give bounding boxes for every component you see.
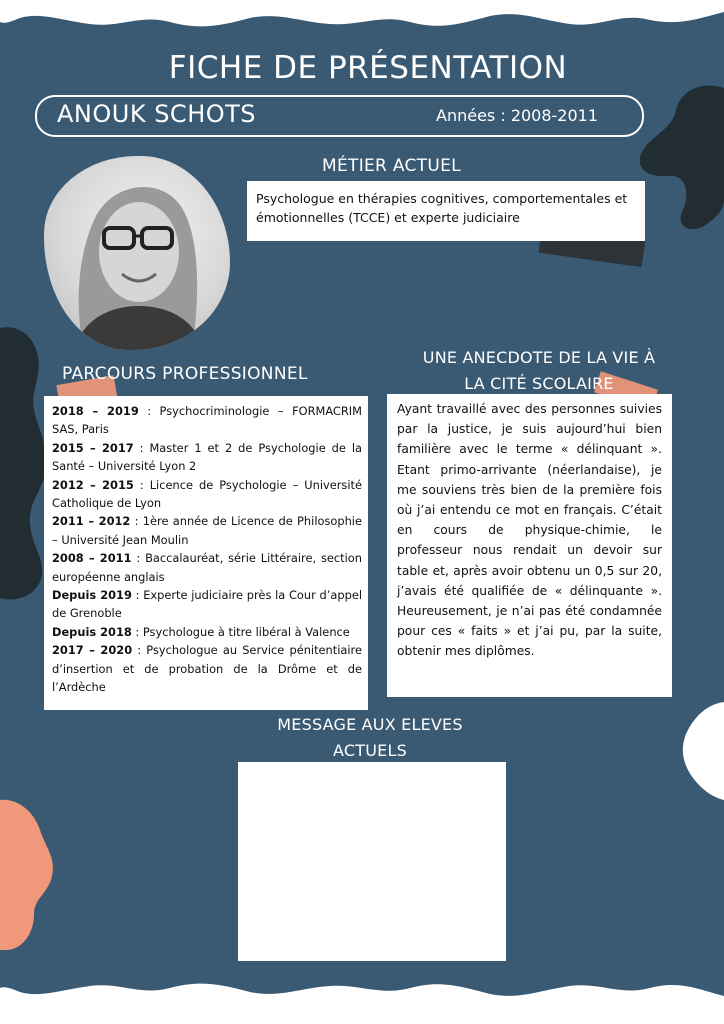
page-title: FICHE DE PRÉSENTATION — [168, 50, 568, 86]
anecdote-text: Ayant travaillé avec des personnes suivies par la justice, je suis aujourd’hui bien familière avec le terme « délinquant ». Etant primo-arrivante (néerlandaise), je me souviens très bien de la première fois où j’ai entendu ce mot en français. C’était en cours de physique-chimie, le professeur nous rendait un devoir sur table et, après avoir obtenu un 0,5 sur 20, j’avais été qualifiée de « délinquante ». Heureusement, je n’ai pas été condamnée pour ces « faits » et j’ai pu, par la suite, obtenir mes diplômes. — [397, 402, 662, 659]
parcours-item — [52, 623, 362, 641]
parcours-item-text: : Master 1 et 2 de Psychologie de la Santé – Université Lyon 2 — [52, 440, 362, 474]
left-dark-blob — [0, 327, 47, 599]
parcours-item — [52, 512, 362, 549]
parcours-item — [52, 586, 362, 623]
message-heading — [250, 712, 490, 764]
parcours-item-text: : Baccalauréat, série Littéraire, section européenne anglais — [52, 551, 362, 584]
parcours-item-text: : Psychocriminologie – FORMACRIM SAS, Paris — [52, 404, 362, 437]
message-box — [238, 762, 506, 961]
parcours-item-text: : Psychologue à titre libéral à Valence — [131, 624, 350, 639]
anecdote-heading — [380, 345, 698, 397]
metier-text: Psychologue en thérapies cognitives, comportementales et émotionnelles (TCCE) et experte judiciaire — [256, 191, 628, 225]
parcours-item-text: : Psychologue au Service pénitentiaire d’insertion et de probation de la Drôme et de l’Ardèche — [52, 643, 362, 695]
parcours-item-years: Depuis 2018 — [52, 624, 132, 639]
portrait-photo — [44, 156, 230, 350]
parcours-heading: PARCOURS PROFESSIONNEL — [62, 364, 308, 384]
right-white-blob — [683, 702, 724, 800]
anecdote-heading-line2: LA CITÉ SCOLAIRE — [464, 374, 614, 393]
portrait-icon — [44, 156, 230, 350]
parcours-item-text: : 1ère année de Licence de Philosophie – Université Jean Moulin — [52, 514, 362, 547]
parcours-item-text: : Experte judiciaire près la Cour d’appel de Grenoble — [52, 588, 362, 621]
parcours-item-years: 2015 – 2017 — [52, 440, 134, 455]
left-peach-blob — [0, 800, 53, 950]
parcours-item-text: : Licence de Psychologie – Université Catholique de Lyon — [52, 477, 362, 511]
metier-heading: MÉTIER ACTUEL — [322, 156, 461, 176]
person-name: ANOUK SCHOTS — [57, 100, 257, 128]
message-heading-line2: ACTUELS — [333, 741, 407, 760]
parcours-item-years: 2008 – 2011 — [52, 551, 132, 566]
parcours-item — [52, 641, 362, 696]
parcours-item — [52, 476, 362, 513]
parcours-item — [52, 402, 362, 439]
parcours-item — [52, 549, 362, 586]
parcours-item-years: 2018 – 2019 — [52, 404, 139, 418]
parcours-item-years: Depuis 2019 — [52, 588, 132, 603]
parcours-list — [52, 402, 362, 697]
years-label: Années : 2008-2011 — [436, 106, 599, 125]
bottom-wave-border — [0, 984, 724, 1024]
parcours-item-years: 2011 – 2012 — [52, 514, 131, 529]
anecdote-heading-line1: UNE ANECDOTE DE LA VIE À — [422, 348, 656, 367]
top-wave-border — [0, 0, 724, 26]
message-heading-line1: MESSAGE AUX ELEVES — [277, 715, 463, 734]
parcours-item-years: 2017 – 2020 — [52, 643, 133, 658]
parcours-item — [52, 439, 362, 476]
right-top-blob — [640, 85, 724, 229]
parcours-item-years: 2012 – 2015 — [52, 477, 134, 492]
